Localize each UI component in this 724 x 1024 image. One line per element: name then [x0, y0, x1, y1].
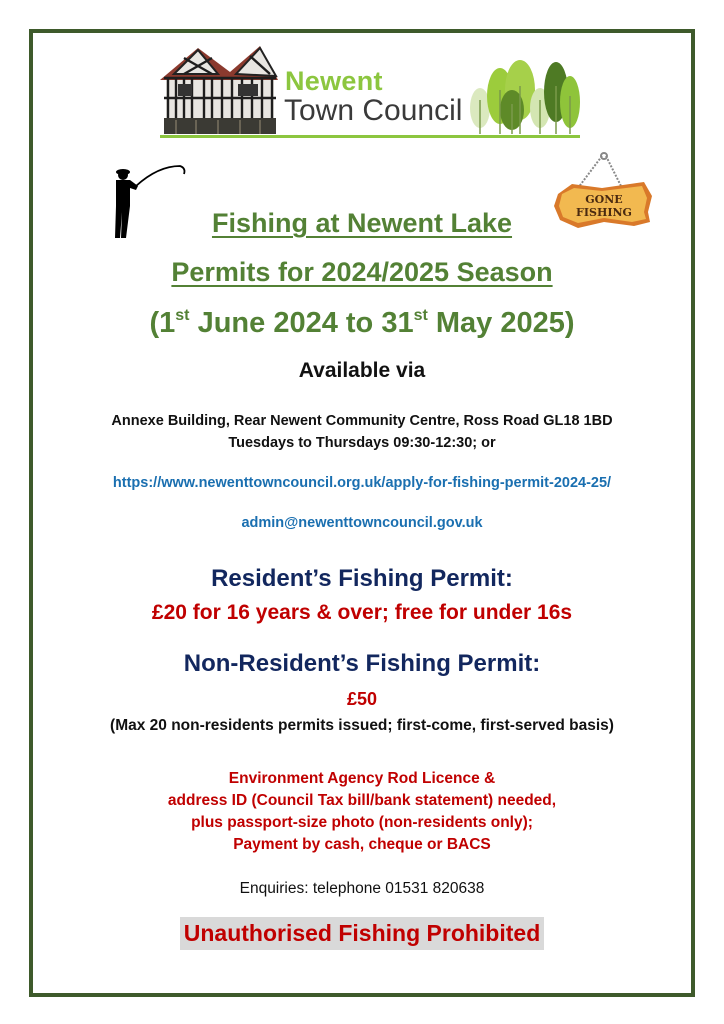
resident-permit-heading: Resident’s Fishing Permit:	[211, 565, 513, 592]
resident-permit-price: £20 for 16 years & over; free for under 16s	[151, 601, 573, 624]
title-line-2	[0, 257, 724, 288]
prohibited-notice-row	[0, 917, 724, 950]
non-resident-permit-note: (Max 20 non-residents permits issued; first-come, first-served basis)	[110, 717, 614, 734]
website-link[interactable]: https://www.newenttowncouncil.org.uk/apply-for-fishing-permit-2024-25/	[112, 475, 612, 491]
address-line: Annexe Building, Rear Newent Community Centre, Ross Road GL18 1BD	[111, 413, 613, 429]
opening-hours: Tuesdays to Thursdays 09:30-12:30; or	[228, 435, 496, 451]
dates-start-day: 1	[159, 307, 176, 339]
email-link[interactable]: admin@newenttowncouncil.gov.uk	[241, 515, 483, 531]
dates-end-suffix: st	[413, 307, 428, 324]
logo-name-town-council: Town Council	[284, 94, 463, 127]
sign-text-gone: GONE	[585, 193, 623, 206]
title-permits-season: Permits for 2024/2025 Season	[171, 257, 553, 287]
dates-open-paren: (	[149, 307, 160, 339]
title-line-1	[0, 208, 724, 239]
council-logo	[160, 42, 585, 138]
enquiries-phone: Enquiries: telephone 01531 820638	[239, 880, 485, 897]
dates-end-rest: May 2025)	[427, 307, 575, 339]
requirement-line: Environment Agency Rod Licence &	[228, 770, 496, 787]
requirement-line: address ID (Council Tax bill/bank statement) needed,	[167, 792, 557, 809]
logo-name-newent: Newent	[285, 66, 383, 96]
available-via-heading: Available via	[298, 359, 426, 382]
dates-start-rest: June 2024 to	[189, 307, 382, 339]
non-resident-permit-heading: Non-Resident’s Fishing Permit:	[183, 650, 541, 677]
sign-text-fishing: FISHING	[576, 206, 632, 219]
season-dates	[0, 307, 724, 340]
title-fishing-at-newent-lake: Fishing at Newent Lake	[211, 208, 513, 238]
prohibited-notice: Unauthorised Fishing Prohibited	[180, 917, 545, 950]
requirement-line: plus passport-size photo (non-residents only);	[191, 814, 533, 831]
logo-underline	[160, 135, 580, 138]
dates-end-day: 31	[381, 307, 414, 339]
trees-icon	[470, 60, 582, 136]
non-resident-permit-price: £50	[346, 689, 378, 709]
requirement-line: Payment by cash, cheque or BACS	[233, 836, 491, 853]
tudor-house-icon	[160, 42, 280, 136]
dates-start-suffix: st	[175, 307, 190, 324]
